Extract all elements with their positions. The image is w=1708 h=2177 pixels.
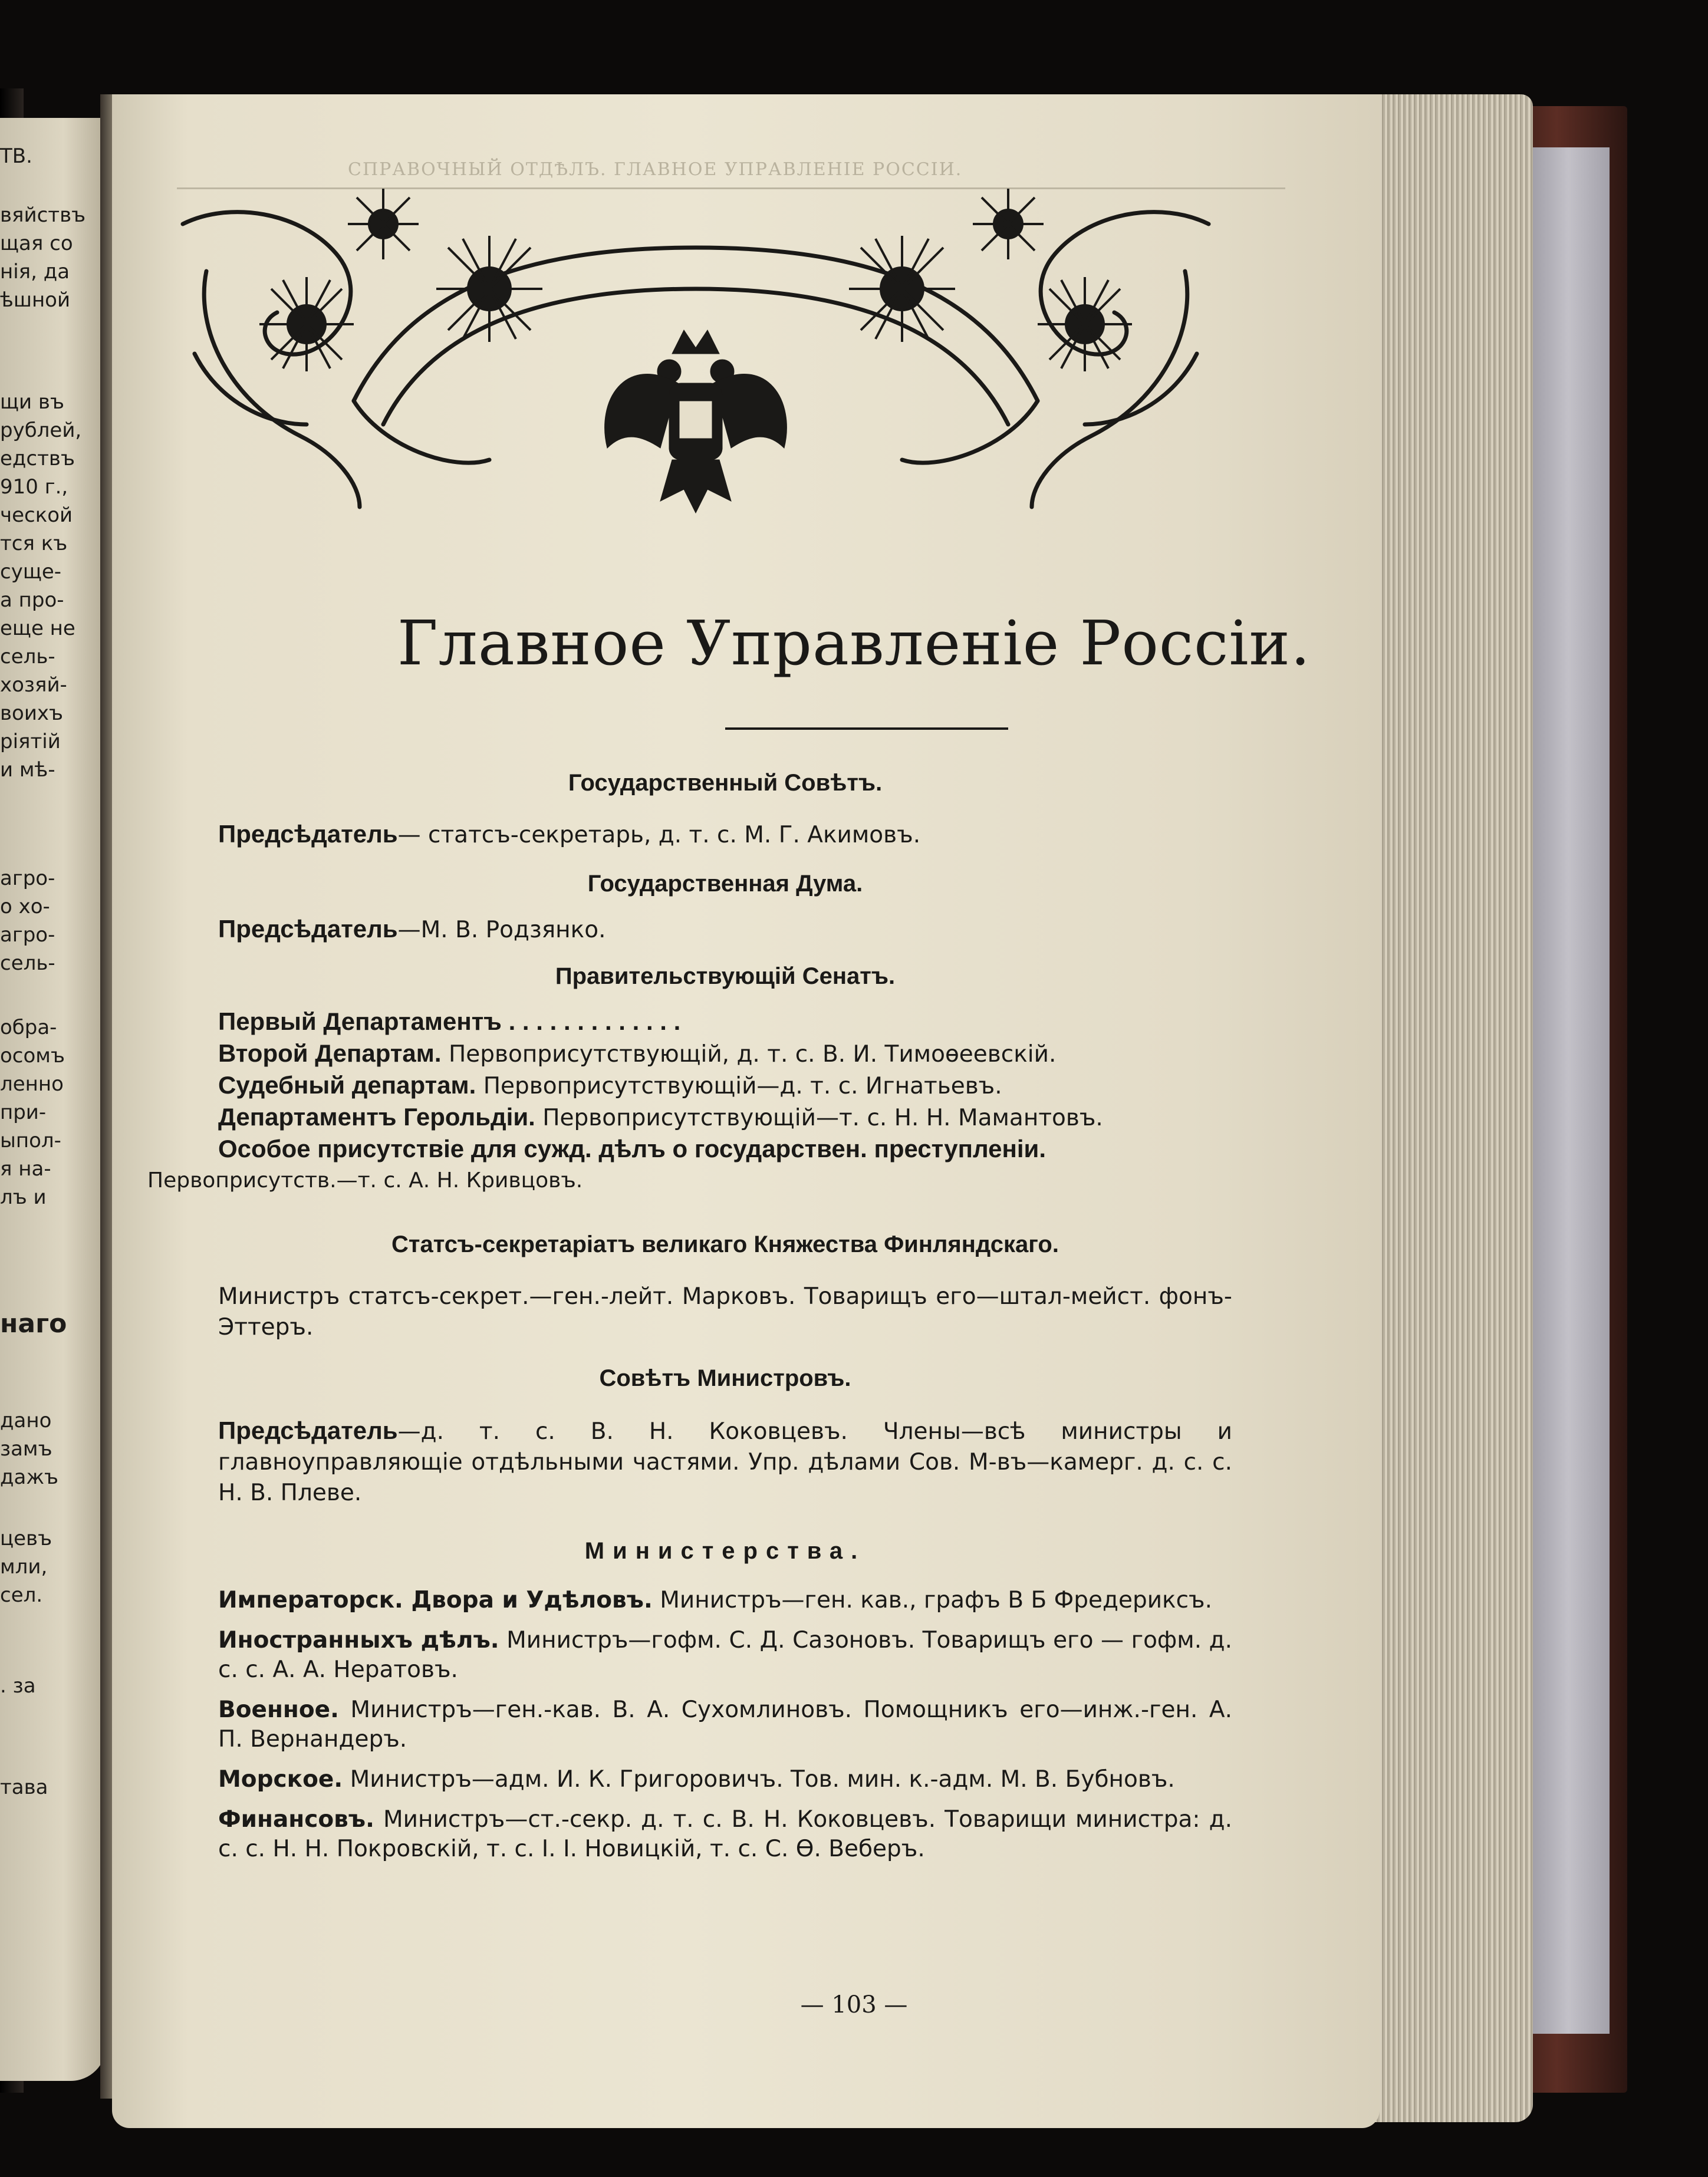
ministry-item xyxy=(218,1586,1232,1615)
running-header-ghost: СПРАВОЧНЫЙ ОТДѢЛЪ. ГЛАВНОЕ УПРАВЛЕНІЕ РОССІИ. xyxy=(348,159,963,180)
title-rule xyxy=(725,727,1008,730)
left-frag: цевъ xyxy=(0,1527,52,1550)
left-frag: ленно xyxy=(0,1072,64,1096)
left-frag: наго xyxy=(0,1309,67,1339)
left-frag: рублей, xyxy=(0,419,82,442)
left-frag: мли, xyxy=(0,1555,48,1579)
heading-finland: Статсъ-секретаріатъ великаго Княжества Финляндскаго. xyxy=(391,1231,1059,1257)
left-frag: щая со xyxy=(0,232,73,255)
text: Министръ—адм. И. К. Григоровичъ. Тов. мин. к.-адм. М. В. Бубновъ. xyxy=(343,1766,1175,1793)
main-text xyxy=(147,760,1232,1864)
label: Первый Департаментъ xyxy=(218,1007,502,1035)
text: Первоприсутствующій—д. т. с. Игнатьевъ. xyxy=(476,1073,1002,1099)
heading-state-council: Государственный Совѣтъ. xyxy=(568,770,883,796)
council-ministers-text xyxy=(218,1415,1232,1509)
label: Предсѣдатель xyxy=(218,820,398,848)
heading-ministries: Министерства. xyxy=(584,1538,866,1564)
senate-row xyxy=(218,1070,1232,1102)
text: Министръ—ст.-секр. д. т. с. В. Н. Коковцевъ. Товарищи министра: д. с. с. Н. Н. Покровскій, т. с. І. І. Новицкій, т. с. С. Ѳ. Веберъ. xyxy=(218,1806,1232,1862)
ministry-item xyxy=(218,1626,1232,1685)
left-frag: осомъ xyxy=(0,1044,65,1068)
heading-senate: Правительствующій Сенатъ. xyxy=(555,963,896,989)
text: —д. т. с. В. Н. Коковцевъ. Члены—всѣ министры и главноуправляющіе отдѣльными частями. Упр. дѣлами Сов. М-въ—камерг. д. с. с. Н. В. Плеве. xyxy=(218,1418,1232,1506)
left-frag: сель- xyxy=(0,951,55,975)
left-frag: 910 г., xyxy=(0,475,68,499)
senate-rows xyxy=(147,1006,1232,1196)
duma-chair xyxy=(218,914,1232,946)
left-frag: агро- xyxy=(0,867,55,890)
left-frag: а про- xyxy=(0,588,64,612)
left-frag: еще не xyxy=(0,617,75,640)
finland-text: Министръ статсъ-секрет.—ген.-лейт. Марковъ. Товарищъ его—штал-мейст. фонъ-Эттеръ. xyxy=(218,1283,1232,1341)
left-frag: сел. xyxy=(0,1583,43,1607)
text: Министръ—ген. кав., графъ В Б Фредериксъ. xyxy=(652,1587,1212,1613)
left-frag: суще- xyxy=(0,560,62,584)
left-frag: замъ xyxy=(0,1437,52,1461)
heading-duma: Государственная Дума. xyxy=(587,871,863,897)
text: . . . . . . . . . . . . . xyxy=(501,1007,681,1035)
ministry-item xyxy=(218,1695,1232,1754)
heading-council-ministers: Совѣтъ Министровъ. xyxy=(599,1365,851,1391)
label: Морское. xyxy=(218,1766,343,1793)
left-frag: ыпол- xyxy=(0,1129,61,1152)
left-frag: воихъ xyxy=(0,701,64,725)
label: Иностранныхъ дѣлъ. xyxy=(218,1627,499,1654)
left-frag: тся къ xyxy=(0,532,68,555)
left-frag: . за xyxy=(0,1674,36,1698)
left-frag: вяйствъ xyxy=(0,203,86,227)
left-frag: хозяй- xyxy=(0,673,67,697)
label: Департаментъ Герольдіи. xyxy=(218,1103,535,1131)
ministry-item xyxy=(218,1765,1232,1794)
senate-row xyxy=(218,1038,1232,1070)
ministry-item xyxy=(218,1805,1232,1864)
cover-lining xyxy=(1527,147,1610,2034)
senate-row xyxy=(218,1134,1232,1165)
left-frag: ріятій xyxy=(0,730,61,753)
left-frag: обра- xyxy=(0,1016,57,1039)
left-frag: лъ и xyxy=(0,1185,47,1209)
left-frag: дажъ xyxy=(0,1465,58,1489)
senate-row xyxy=(218,1102,1232,1134)
text: Министръ—ген.-кав. В. А. Сухомлиновъ. Помощникъ его—инж.-ген. А. П. Вернандеръ. xyxy=(218,1697,1232,1753)
left-frag: дано xyxy=(0,1409,52,1432)
left-frag: нія, да xyxy=(0,260,70,284)
label: Предсѣдатель xyxy=(218,1417,398,1444)
left-frag: агро- xyxy=(0,923,55,947)
left-frag: тава xyxy=(0,1776,48,1799)
left-frag: о хо- xyxy=(0,895,50,918)
label: Судебный департам. xyxy=(218,1071,476,1099)
left-frag: ТВ. xyxy=(0,144,32,168)
special-chair: Первоприсутств.—т. с. А. Н. Кривцовъ. xyxy=(147,1168,583,1193)
label: Военное. xyxy=(218,1697,339,1723)
ministries-list xyxy=(218,1586,1232,1864)
label: Финансовъ. xyxy=(218,1806,374,1833)
state-council-chair xyxy=(218,819,1232,851)
page-edges xyxy=(1362,94,1533,2122)
label: Предсѣдатель xyxy=(218,915,398,943)
left-frag: при- xyxy=(0,1101,47,1124)
left-frag: сель- xyxy=(0,645,55,668)
left-frag: ческой xyxy=(0,503,73,527)
senate-row xyxy=(218,1006,1232,1038)
left-frag: и мѣ- xyxy=(0,758,55,782)
left-frag: ѣшной xyxy=(0,288,71,312)
left-frag: щи въ xyxy=(0,390,64,414)
page-title: Главное Управленіе Россіи. xyxy=(397,607,1311,679)
label: Второй Департам. xyxy=(218,1039,442,1067)
left-frag: едствъ xyxy=(0,447,75,470)
text: —М. В. Родзянко. xyxy=(397,917,606,943)
label: Императорск. Двора и Удѣловъ. xyxy=(218,1587,653,1613)
left-page-fragment xyxy=(0,118,106,2081)
text: Первоприсутствующій—т. с. Н. Н. Мамантовъ. xyxy=(535,1105,1103,1131)
thistle-ornament-with-eagle xyxy=(159,177,1232,578)
page-number: — 103 — xyxy=(800,1991,908,2018)
text: Первоприсутствующій, д. т. с. В. И. Тимоѳеевскій. xyxy=(441,1041,1057,1068)
text: Министръ—гофм. С. Д. Сазоновъ. Товарищъ его — гофм. д. с. с. А. А. Нератовъ. xyxy=(218,1627,1232,1683)
text: — статсъ-секретарь, д. т. с. М. Г. Акимовъ. xyxy=(397,822,921,848)
label: Особое присутствіе для сужд. дѣлъ о государствен. преступленіи. xyxy=(218,1135,1046,1162)
left-frag: я на- xyxy=(0,1157,51,1181)
